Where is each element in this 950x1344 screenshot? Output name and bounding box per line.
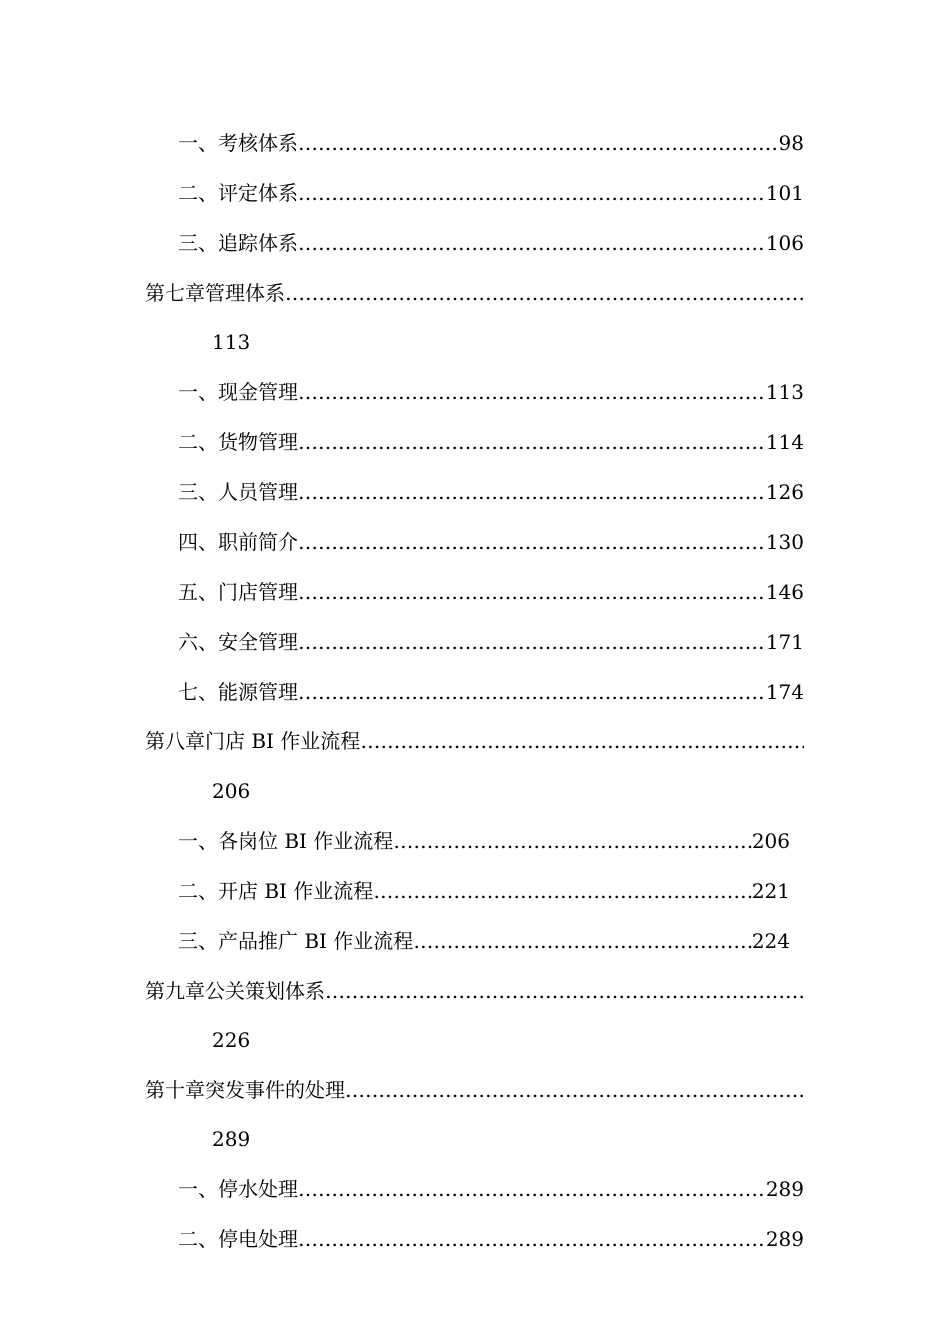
toc-leader-dots <box>285 281 804 305</box>
toc-chapter-page[interactable]: 289 <box>212 1127 251 1151</box>
toc-entry[interactable] <box>178 580 804 604</box>
toc-chapter-page[interactable]: 226 <box>212 1028 251 1052</box>
toc-chapter-number: 第十章 <box>145 1078 205 1102</box>
toc-entry[interactable] <box>178 879 790 903</box>
toc-chapter[interactable] <box>145 281 804 305</box>
toc-entry-page: 126 <box>765 480 804 504</box>
toc-entry-number: 四、 <box>178 530 218 554</box>
toc-entry-page: 113 <box>765 380 804 404</box>
toc-entry-title: 评定体系 <box>218 181 298 205</box>
toc-entry-number: 一、 <box>178 131 218 155</box>
toc-leader-dots <box>345 1078 804 1102</box>
toc-entry-number: 五、 <box>178 580 218 604</box>
toc-entry-title: 考核体系 <box>218 131 298 155</box>
toc-entry-title: 职前简介 <box>218 530 298 554</box>
toc-entry-page: 289 <box>765 1177 804 1201</box>
toc-entry[interactable] <box>178 231 804 255</box>
toc-chapter-page[interactable]: 113 <box>212 330 251 354</box>
toc-leader-dots <box>373 879 752 903</box>
toc-leader-dots <box>298 680 766 704</box>
toc-leader-dots <box>298 430 766 454</box>
toc-entry[interactable] <box>178 480 804 504</box>
toc-leader-dots <box>298 580 766 604</box>
toc-entry-page: 224 <box>751 929 790 953</box>
toc-chapter-title: 门店 BI 作业流程 <box>205 729 361 753</box>
toc-entry-page: 174 <box>765 680 804 704</box>
toc-entry[interactable] <box>178 630 804 654</box>
toc-entry-title: 追踪体系 <box>218 231 298 255</box>
toc-leader-dots <box>298 181 766 205</box>
toc-chapter-number: 第九章 <box>145 979 205 1003</box>
toc-leader-dots <box>298 380 766 404</box>
toc-entry-page: 221 <box>751 879 790 903</box>
toc-entry-page: 289 <box>765 1227 804 1251</box>
toc-chapter-title: 突发事件的处理 <box>205 1078 345 1102</box>
toc-chapter-title: 公关策划体系 <box>205 979 325 1003</box>
toc-leader-dots <box>298 1177 766 1201</box>
toc-entry-page: 101 <box>765 181 804 205</box>
toc-chapter-number: 第七章 <box>145 281 205 305</box>
toc-chapter[interactable] <box>145 979 804 1003</box>
toc-leader-dots <box>298 231 766 255</box>
toc-entry-number: 二、 <box>178 879 218 903</box>
toc-entry-title: 停水处理 <box>218 1177 298 1201</box>
toc-entry[interactable] <box>178 530 804 554</box>
toc-entry-number: 二、 <box>178 181 218 205</box>
toc-entry[interactable] <box>178 829 790 853</box>
toc-entry-title: 安全管理 <box>218 630 298 654</box>
toc-entry-page: 171 <box>765 630 804 654</box>
toc-chapter-number: 第八章 <box>145 729 205 753</box>
toc-entry[interactable] <box>178 680 804 704</box>
toc-entry-title: 现金管理 <box>218 380 298 404</box>
toc-entry-number: 三、 <box>178 480 218 504</box>
toc-entry-title: 人员管理 <box>218 480 298 504</box>
toc-entry-page: 106 <box>765 231 804 255</box>
toc-entry[interactable] <box>178 181 804 205</box>
toc-entry-page: 98 <box>778 131 804 155</box>
toc-entry[interactable] <box>178 929 790 953</box>
toc-leader-dots <box>298 630 766 654</box>
toc-entry-number: 一、 <box>178 380 218 404</box>
toc-chapter[interactable] <box>145 1078 804 1102</box>
toc-leader-dots <box>298 480 766 504</box>
toc-chapter-title: 管理体系 <box>205 281 285 305</box>
toc-entry[interactable] <box>178 1177 804 1201</box>
toc-entry-page: 130 <box>765 530 804 554</box>
toc-entry-page: 114 <box>765 430 804 454</box>
toc-entry-title: 货物管理 <box>218 430 298 454</box>
toc-entry[interactable] <box>178 1227 804 1251</box>
toc-entry-title: 门店管理 <box>218 580 298 604</box>
toc-leader-dots <box>360 729 804 753</box>
toc-entry-title: 各岗位 BI 作业流程 <box>218 829 394 853</box>
toc-entry-page: 206 <box>751 829 790 853</box>
toc-entry[interactable] <box>178 380 804 404</box>
toc-entry-title: 能源管理 <box>218 680 298 704</box>
toc-leader-dots <box>298 131 779 155</box>
toc-entry-page: 146 <box>765 580 804 604</box>
toc-entry[interactable] <box>178 430 804 454</box>
toc-entry-title: 产品推广 BI 作业流程 <box>218 929 414 953</box>
toc-entry-number: 二、 <box>178 430 218 454</box>
toc-chapter-page[interactable]: 206 <box>212 779 251 803</box>
toc-entry-number: 一、 <box>178 829 218 853</box>
toc-leader-dots <box>393 829 752 853</box>
toc-leader-dots <box>298 1227 766 1251</box>
toc-leader-dots <box>298 530 766 554</box>
toc-entry-title: 开店 BI 作业流程 <box>218 879 374 903</box>
toc-entry-number: 六、 <box>178 630 218 654</box>
toc-entry-number: 七、 <box>178 680 218 704</box>
toc-leader-dots <box>413 929 752 953</box>
toc-leader-dots <box>325 979 804 1003</box>
toc-entry[interactable] <box>178 131 804 155</box>
toc-entry-number: 一、 <box>178 1177 218 1201</box>
toc-entry-number: 三、 <box>178 231 218 255</box>
toc-entry-number: 三、 <box>178 929 218 953</box>
toc-entry-title: 停电处理 <box>218 1227 298 1251</box>
toc-chapter[interactable] <box>145 729 804 753</box>
toc-entry-number: 二、 <box>178 1227 218 1251</box>
